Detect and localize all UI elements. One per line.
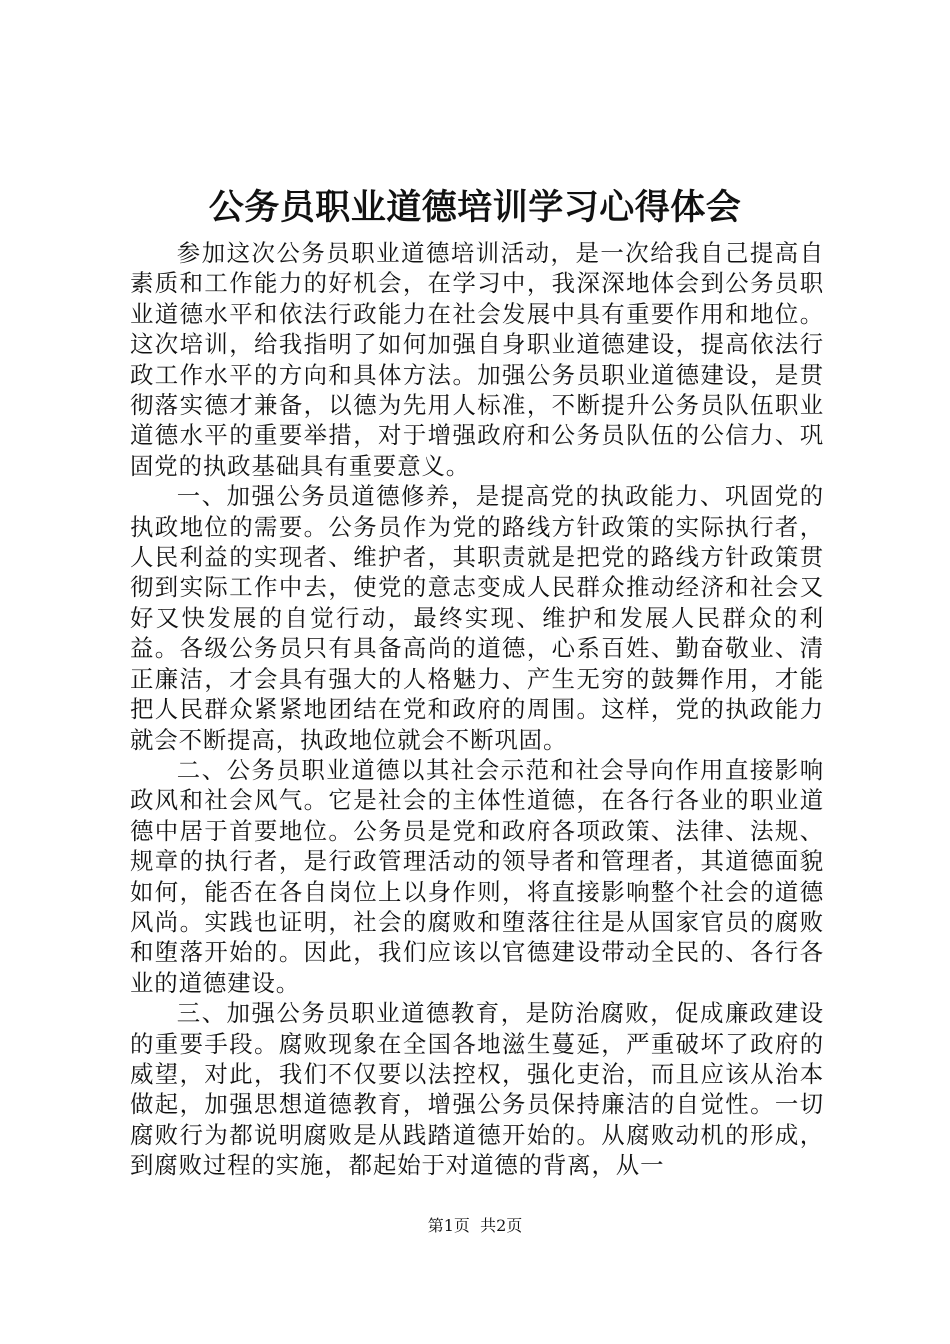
paragraph-section-two: 二、公务员职业道德以其社会示范和社会导向作用直接影响政风和社会风气。它是社会的主体性道德，在各行各业的职业道德中居于首要地位。公务员是党和政府各项政策、法律、法规、规章的执行者，是行政管理活动的领导者和管理者，其道德面貌如何，能否在各自岗位上以身作则，将直接影响整个社会的道德风尚。实践也证明，社会的腐败和堕落往往是从国家官员的腐败和堕落开始的。因此，我们应该以官德建设带动全民的、各行各业的道德建设。 bbox=[130, 755, 824, 997]
paragraph-section-one: 一、加强公务员道德修养，是提高党的执政能力、巩固党的执政地位的需要。公务员作为党的路线方针政策的实际执行者，人民利益的实现者、维护者，其职责就是把党的路线方针政策贯彻到实际工作中去，使党的意志变成人民群众推动经济和社会又好又快发展的自觉行动，最终实现、维护和发展人民群众的利益。各级公务员只有具备高尚的道德，心系百姓、勤奋敬业、清正廉洁，才会具有强大的人格魅力、产生无穷的鼓舞作用，才能把人民群众紧紧地团结在党和政府的周围。这样，党的执政能力就会不断提高，执政地位就会不断巩固。 bbox=[130, 482, 824, 754]
page-number: 第1页 bbox=[427, 1216, 470, 1235]
paragraph-intro: 参加这次公务员职业道德培训活动，是一次给我自己提高自素质和工作能力的好机会，在学习中，我深深地体会到公务员职业道德水平和依法行政能力在社会发展中具有重要作用和地位。这次培训，给我指明了如何加强自身职业道德建设，提高依法行政工作水平的方向和具体方法。加强公务员职业道德建设，是贯彻落实德才兼备，以德为先用人标准，不断提升公务员队伍职业道德水平的重要举措，对于增强政府和公务员队伍的公信力、巩固党的执政基础具有重要意义。 bbox=[130, 239, 824, 480]
footer-spacer bbox=[470, 1216, 480, 1235]
paragraph-section-three: 三、加强公务员职业道德教育，是防治腐败，促成廉政建设的重要手段。腐败现象在全国各地滋生蔓延，严重破坏了政府的威望，对此，我们不仅要以法控权，强化吏治，而且应该从治本做起，加强思想道德教育，增强公务员保持廉洁的自觉性。一切腐败行为都说明腐败是从践踏道德开始的。从腐败动机的形成，到腐败过程的实施，都起始于对道德的背离，从一 bbox=[130, 999, 824, 1180]
document-body bbox=[130, 238, 824, 1181]
document-title: 公务员职业道德培训学习心得体会 bbox=[208, 187, 742, 228]
page-footer bbox=[0, 1216, 950, 1236]
page-total: 共2页 bbox=[480, 1216, 523, 1235]
